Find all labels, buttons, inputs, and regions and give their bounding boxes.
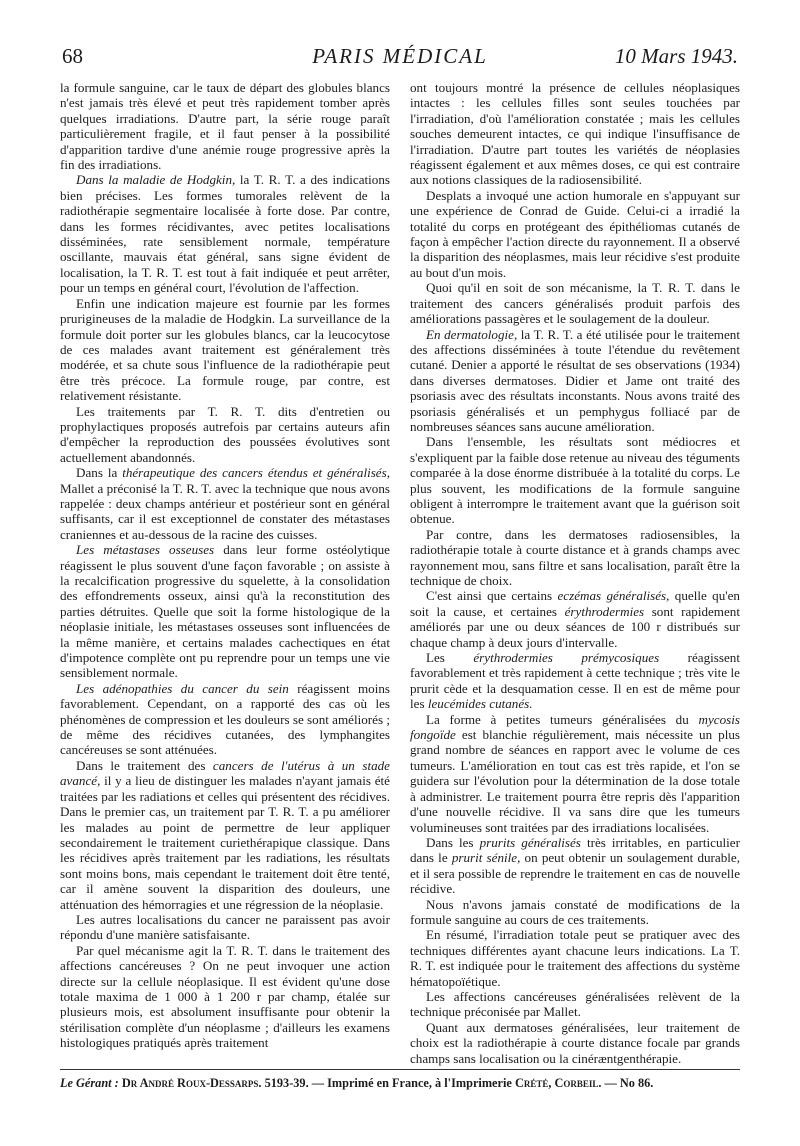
footer-issue: — No 86. — [604, 1076, 654, 1090]
paragraph — [410, 280, 740, 326]
paragraph — [60, 681, 390, 758]
italic-run: cancers de l'utérus à un stade avancé, — [60, 757, 390, 789]
paragraph — [410, 527, 740, 589]
paragraph — [410, 927, 740, 989]
italic-run: eczémas généralisés, — [557, 588, 670, 604]
footer-number: 5193-39. — [264, 1076, 309, 1090]
paragraph — [410, 588, 740, 650]
text-run: Dans les — [426, 834, 480, 850]
text-run: dans leur forme ostéolytique réagissent le plus souvent d'une façon favorable ; on assiste à la recalcification progressive du squelette, à la consolidation des effondrements osseux, ainsi qu'à la reconstitution des parties détruites. Quelle que soit la forme histologique de la néoplasie initiale, les métastases osseuses sont influencées de la même manière, et certains malades cachectiques en état d'impotence complète ont pu reprendre pour un temps une vie sensiblement normale. — [60, 542, 390, 681]
italic-run: prurits généralisés — [479, 834, 581, 850]
paragraph — [410, 650, 740, 712]
footer — [60, 1076, 740, 1091]
text-run: la formule sanguine, car le taux de départ des globules blancs n'est jamais très élevé et peut très rapidement tomber après quelques irradiations. D'autre part, la série rouge paraît particulièrement fragile, et il faut penser à la possibilité d'apparition tardive d'une anémie rouge progressive après la fin des irradiations. — [60, 80, 390, 173]
italic-run: Les adénopathies du cancer du sein — [76, 680, 289, 696]
text-run: La forme à petites tumeurs généralisées du — [426, 711, 699, 727]
paragraph — [410, 1020, 740, 1066]
footer-printed: — Imprimé en France, à l'Imprimerie — [311, 1076, 512, 1090]
issue-date: 10 Mars 1943. — [614, 44, 738, 68]
text-run: Nous n'avons jamais constaté de modifications de la formule sanguine au cours de ces traitements. — [410, 896, 740, 927]
text-run: Enfin une indication majeure est fournie par les formes prurigineuses de la maladie de Hodgkin. La surveillance de la formule doit porter sur les globules blancs, car la leucocytose de ces malades avant traitement est généralement très modérée, et sa chute sous l'influence de la radiothérapie peut être très précoce. La formule rouge, par contre, est relativement résistante. — [60, 295, 390, 404]
text-run: Les traitements par T. R. T. dits d'entretien ou prophylactiques proposés autrefois par certains auteurs afin d'empêcher la reproduction des poussées évolutives sont actuellement abandonnés. — [60, 403, 390, 465]
text-run: Les autres localisations du cancer ne paraissent pas avoir répondu d'une manière satisfaisante. — [60, 911, 390, 943]
italic-run: prurit sénile, — [451, 850, 521, 866]
italic-run: Les métastases osseuses — [76, 542, 215, 558]
text-run: sont rapidement améliorés par une ou deux séances de 100 r distribués sur chaque champ à deux jours d'intervalle. — [410, 603, 740, 650]
paragraph — [60, 80, 390, 172]
text-run: la T. R. T. a des indications bien précises. Les formes tumorales relèvent de la radiothérapie segmentaire localisée à forte dose. Par contre, dans les formes récidivantes, avec petites localisations disséminées, rate sensiblement normale, température oscillante, mauvais état général, sans signe évident de localisation, la T. R. T. est tout à fait indiquée et peut arrêter, pour un temps en général court, l'évolution de l'affection. — [60, 172, 390, 296]
text-run: En résumé, l'irradiation totale peut se pratiquer avec des techniques différentes ayant chacune leurs indications. La T. R. T. est indiquée pour le traitement des affections du système hématopoïétique. — [410, 927, 740, 989]
text-run: C'est ainsi que certains — [426, 588, 558, 604]
text-run: Quant aux dermatoses généralisées, leur traitement de choix est la radiothérapie à courte distance focale par grands champs sans localisation ou la cinéræntgenthérapie. — [410, 1019, 740, 1066]
left-column — [60, 80, 390, 1051]
paragraph — [60, 943, 390, 1051]
footer-divider — [60, 1069, 740, 1070]
text-run: Dans l'ensemble, les résultats sont médiocres et s'expliquent par la faible dose retenue au niveau des téguments comparée à la dose énorme distribuée à la totalité du corps. Le plus souvent, les modifications de la formule sanguine obligent à interrompre le traitement avant que la guérison soit obtenue. — [410, 434, 740, 527]
italic-run: Dans la maladie de Hodgkin, — [76, 172, 236, 188]
text-run: Dans le traitement des — [76, 757, 213, 773]
text-run: quelle qu'en soit la cause, et certaines — [410, 588, 740, 619]
text-run: est blanchie régulièrement, mais nécessite un plus grand nombre de séances en rapport avec le volume de ces tumeurs. L'amélioration en tout cas est très rapide, et l'on se guidera sur l'évolution pour la détermination de la dose totale à administrer. Le traitement pourra être repris dès l'apparition d'une nouvelle récidive. Il va sans dire que les tumeurs volumineuses sont traitées par des irradiations localisées. — [410, 727, 740, 835]
text-run: réagissent moins favorablement. Cependant, on a rapporté des cas où les phénomènes de compression et les douleurs se sont améliorés ; de même des récidives cutanées, des lymphangites cancéreuses se sont atténuées. — [60, 680, 390, 758]
italic-run: érythrodermies — [564, 603, 645, 619]
paragraph — [410, 327, 740, 435]
paragraph — [60, 542, 390, 681]
page-header — [60, 44, 740, 74]
text-run: il y a lieu de distinguer les malades n'ayant jamais été traitées par les radiations et celles qui présentent des récidives. Dans le premier cas, un traitement par T. R. T. a pu améliorer les malades au point de permettre de leur appliquer secondairement le traitement curiethérapique classique. Dans les récidives après traitement par les radiations, les résultats sont moins bons, mais cependant le traitement doit être tenté, car il amène souvent la disparition des douleurs, une atténuation des hémorragies et une régression de la néoplasie. — [60, 773, 390, 912]
text-run: Par contre, dans les dermatoses radiosensibles, la radiothérapie totale à courte distance et à grands champs avec rayonnement mou, sans filtre et sans localisation, paraît être la technique de choix. — [410, 526, 740, 588]
text-run: Les affections cancéreuses généralisées relèvent de la technique préconisée par Mallet. — [410, 988, 740, 1020]
italic-run: leucémides cutanés. — [427, 696, 533, 712]
paragraph — [410, 80, 740, 188]
journal-title: PARIS MÉDICAL — [312, 44, 488, 68]
text-run: ont toujours montré la présence de cellules néoplasiques intactes : les cellules filles sont seules touchées par l'irradiation, d'où l'amélioration constatée ; mais les cellules souches demeurent intactes, ce qui indique l'insuffisance de l'irradiation. D'autre part toutes les variétés de néoplasies réagissent également et aux mêmes doses, ce qui est contraire aux notions classiques de la radiosensibilité. — [410, 80, 740, 188]
paragraph — [410, 835, 740, 897]
paragraph — [60, 172, 390, 295]
text-run: Mallet a préconisé la T. R. T. avec la technique que nous avons rappelée : deux champs antérieur et postérieur sont en général suffisants, car il est exceptionnel de constater des métastases craniennes et au-dessous de la racine des cuisses. — [60, 480, 390, 542]
footer-director: Dr André Roux-Dessarps. — [121, 1076, 262, 1090]
text-run: Desplats a invoqué une action humorale en s'appuyant sur une expérience de Conrad de Guide. Celui-ci a irradié la totalité du corps en protégeant des épithéliomas cutanés de façon à empêcher l'action directe du rayonnement. Il a observé la disparition des néoplasmes, mais leur récidive s'est produite au bout d'un mois. — [410, 187, 740, 280]
paragraph — [410, 897, 740, 928]
paragraph — [410, 434, 740, 526]
text-run: réagissent favorablement et très rapidement à cette technique ; très vite le prurit cède et la desquamation cesse. Il en est de même pour les — [410, 650, 740, 712]
text-run: on peut obtenir un soulagement durable, et il sera possible de reprendre le traitement en cas de nouvelle récidive. — [410, 850, 740, 897]
paragraph — [410, 989, 740, 1020]
text-run: Les — [426, 650, 474, 666]
italic-run: mycosis fongoïde — [410, 711, 740, 743]
paragraph — [60, 465, 390, 542]
text-run: Par quel mécanisme agit la T. R. T. dans le traitement des affections cancéreuses ? On ne peut invoquer une action directe sur la cellule néoplasique. Il est évident qu'une dose totale maxima de 1 000 à 1 200 r par champ, étalée sur plusieurs mois, est absolument insuffisante pour obtenir la stérilisation complète d'un néoplasme ; d'ailleurs les examens histologiques pratiqués après traitement — [60, 942, 390, 1051]
paragraph — [410, 188, 740, 280]
italic-run: En dermatologie, — [426, 326, 518, 342]
footer-printer: Crété, Corbeil. — [514, 1076, 602, 1090]
page-number: 68 — [62, 44, 83, 68]
right-column — [410, 80, 740, 1066]
text-run: la T. R. T. a été utilisée pour le traitement des affections disséminées à toute l'étendue du revêtement cutané. Denier a apporté le résultat de ses observations (1934) dans diverses dermatoses. Didier et Jame ont traité des psoriasis avec des résultats inconstants. Nous avons traité des psoriasis généralisés et un pemphygus folliacé par de nombreuses séances sans aucune amélioration. — [410, 326, 740, 434]
paragraph — [60, 758, 390, 912]
text-run: très irritables, en particulier dans le — [410, 834, 740, 866]
text-run: Quoi qu'il en soit de son mécanisme, la T. R. T. dans le traitement des cancers généralisés produit parfois des améliorations passagères et le soulagement de la douleur. — [410, 280, 740, 327]
paragraph — [60, 404, 390, 466]
paragraph — [60, 296, 390, 404]
text-run: Dans la — [76, 465, 123, 481]
footer-label: Le Gérant : — [60, 1076, 119, 1090]
italic-run: thérapeutique des cancers étendus et généralisés, — [122, 465, 390, 481]
paragraph — [60, 912, 390, 943]
paragraph — [410, 712, 740, 835]
italic-run: érythrodermies prémycosiques — [473, 650, 660, 666]
